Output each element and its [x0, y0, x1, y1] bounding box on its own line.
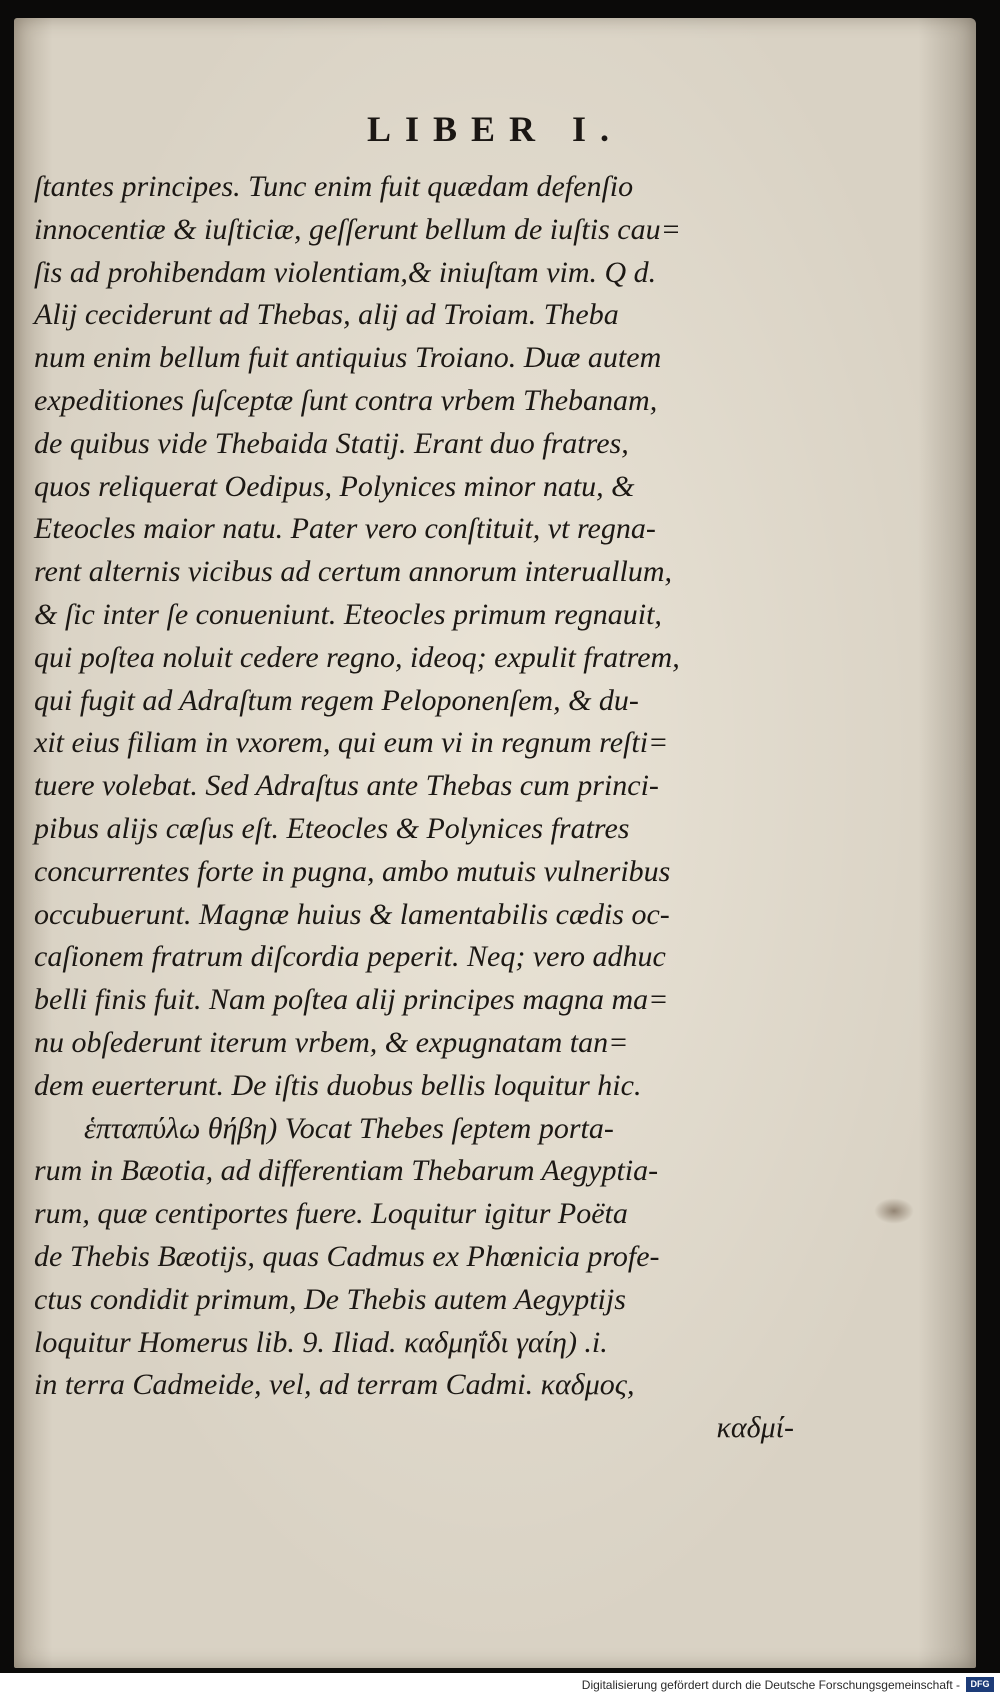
text-line: expeditiones ſuſceptæ ſunt contra vrbem Thebanam,	[34, 383, 658, 417]
book-page	[14, 18, 976, 1668]
text-line: ſis ad prohibendam violentiam,& iniuſtam vim. Q d.	[34, 255, 657, 289]
text-line: innocentiæ & iuſticiæ, geſſerunt bellum de iuſtis cau=	[34, 212, 681, 246]
text-line: de Thebis Bæotijs, quas Cadmus ex Phœnicia profe-	[34, 1239, 660, 1273]
text-line: belli finis fuit. Nam poſtea alij principes magna ma=	[34, 983, 669, 1017]
running-header: LIBER I.	[366, 109, 624, 149]
text-line: xit eius filiam in vxorem, qui eum vi in regnum reſti=	[34, 726, 669, 760]
text-line: tuere volebat. Sed Adraſtus ante Thebas cum princi-	[34, 769, 659, 803]
footer-credit: Digitalisierung gefördert durch die Deutsche Forschungsgemeinschaft -	[581, 1678, 960, 1692]
text-line: concurrentes forte in pugna, ambo mutuis vulneribus	[34, 854, 671, 888]
text-line: quos reliquerat Oedipus, Polynices minor natu, &	[34, 469, 635, 503]
text-line: rum, quæ centiportes fuere. Loquitur igitur Poëta	[34, 1197, 628, 1231]
text-line: Alij ceciderunt ad Thebas, alij ad Troiam. Theba	[34, 298, 619, 332]
text-line: qui poſtea noluit cedere regno, ideoq; expulit fratrem,	[34, 640, 680, 674]
text-line: de quibus vide Thebaida Statij. Erant duo fratres,	[34, 426, 629, 460]
text-line: in terra Cadmeide, vel, ad terram Cadmi. καδμος,	[34, 1368, 635, 1402]
text-line: nu obſederunt iterum vrbem, & expugnatam tan=	[34, 1025, 629, 1059]
digitization-footer	[0, 1673, 1000, 1697]
text-line: occubuerunt. Magnæ huius & lamentabilis cædis oc-	[34, 897, 670, 931]
text-line: dem euerterunt. De iſtis duobus bellis loquitur hic.	[34, 1068, 642, 1102]
text-line: Eteocles maior natu. Pater vero conſtituit, vt regna-	[34, 512, 656, 546]
catchword: καδμί-	[716, 1411, 794, 1445]
text-line: ſtantes principes. Tunc enim fuit quædam defenſio	[34, 170, 634, 203]
text-line: qui fugit ad Adraſtum regem Peloponenſem, & du-	[34, 683, 639, 717]
text-line: ctus condidit primum, De Thebis autem Aegyptijs	[34, 1282, 626, 1316]
paper-stain	[874, 1198, 914, 1224]
text-line: & ſic inter ſe conueniunt. Eteocles primum regnauit,	[34, 597, 662, 631]
dfg-logo-icon: DFG	[966, 1677, 994, 1692]
text-line: rent alternis vicibus ad certum annorum interuallum,	[34, 555, 672, 589]
text-line: pibus alijs cæſus eſt. Eteocles & Polynices fratres	[34, 811, 630, 845]
text-line: ἑπταπύλω θήβη) Vocat Thebes ſeptem porta-	[84, 1111, 614, 1145]
text-line: caſionem fratrum diſcordia peperit. Neq; vero adhuc	[34, 940, 666, 974]
body-text	[34, 166, 794, 1450]
text-line: num enim bellum fuit antiquius Troiano. Duæ autem	[34, 341, 662, 375]
text-line: loquitur Homerus lib. 9. Iliad. καδμηΐδι γαίη) .i.	[34, 1325, 608, 1359]
text-line: rum in Bæotia, ad differentiam Thebarum Aegyptia-	[34, 1154, 659, 1188]
